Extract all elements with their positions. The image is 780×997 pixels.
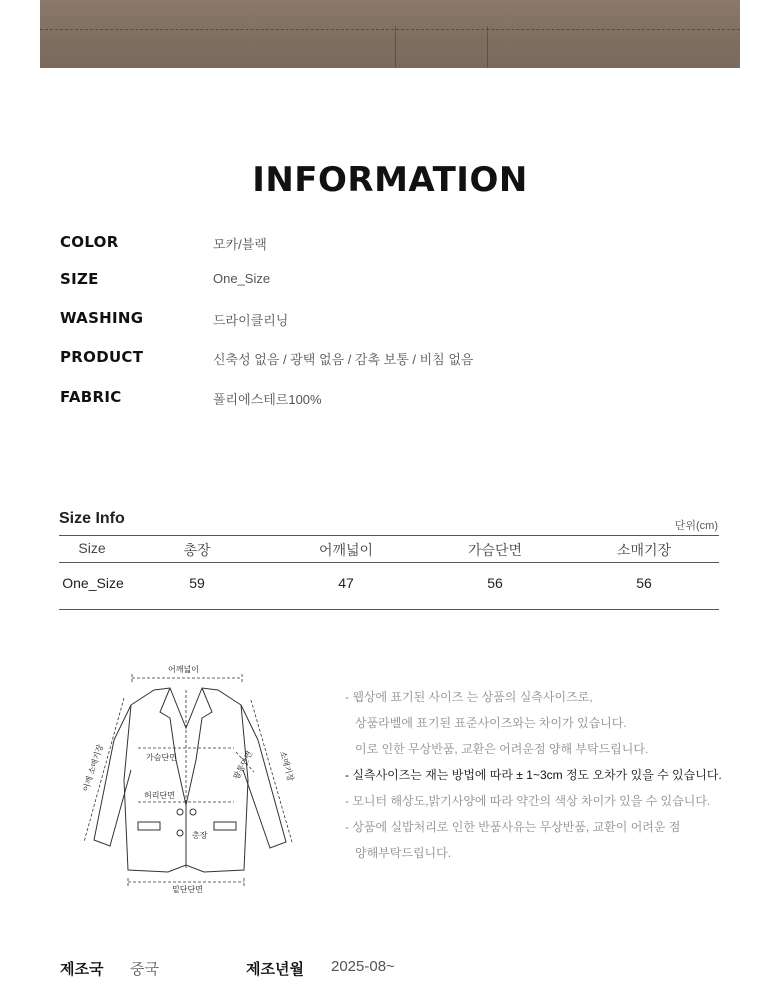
spec-value: 드라이클리닝 xyxy=(213,313,289,328)
manufacture-date xyxy=(246,958,304,979)
note-line: - 모니터 해상도,밝기사양에 따라 약간의 색상 차이가 있을 수 있습니다. xyxy=(345,794,711,808)
country-value-wrap xyxy=(130,958,159,979)
table-rule xyxy=(59,562,719,563)
spec-row-washing xyxy=(60,309,720,331)
column-header-sleeve: 소매기장 xyxy=(616,542,672,558)
table-cell-chest: 56 xyxy=(487,575,503,591)
note-line-emphasis: - 실측사이즈는 재는 방법에 따라 ± 1~3cm 정도 오차가 있을 수 있습니다. xyxy=(345,768,722,782)
note-line: - 웹상에 표기된 사이즈 는 상품의 실측사이즈로, xyxy=(345,690,593,704)
table-cell-shoulder: 47 xyxy=(338,575,354,591)
spec-label: COLOR xyxy=(60,233,119,251)
label-shoulder-sleeve: 어깨 소매기장 xyxy=(81,743,106,793)
date-label: 제조년월 xyxy=(246,961,304,978)
spec-label: FABRIC xyxy=(60,388,122,406)
label-hem: 밑단단면 xyxy=(172,885,203,894)
label-waist: 허리단면 xyxy=(144,791,175,800)
hem-stitching xyxy=(40,22,740,30)
vent-fold xyxy=(395,26,396,68)
label-shoulder-width: 어깨넓이 xyxy=(168,665,199,674)
table-rule xyxy=(59,609,719,610)
note-line: 이로 인한 무상반품, 교환은 어려운점 양해 부탁드립니다. xyxy=(355,742,649,756)
column-header-chest: 가슴단면 xyxy=(467,542,523,558)
label-sleeve-width: 팔통단면 xyxy=(231,749,255,781)
spec-value: 모카/블랙 xyxy=(213,237,267,252)
note-line: 상품라벨에 표기된 표준사이즈와는 차이가 있습니다. xyxy=(355,716,627,730)
spec-label: PRODUCT xyxy=(60,348,144,366)
vent-fold xyxy=(487,26,488,68)
spec-value: 신축성 없음 / 광택 없음 / 감촉 보통 / 비침 없음 xyxy=(213,352,474,367)
label-sleeve-length: 소매기장 xyxy=(278,750,296,783)
column-header-shoulder: 어깨넓이 xyxy=(318,542,374,558)
spec-row-product xyxy=(60,348,720,370)
column-header-size: Size xyxy=(78,540,106,556)
information-title: INFORMATION xyxy=(252,160,528,200)
jacket-measurement-diagram xyxy=(76,660,336,900)
spec-value: One_Size xyxy=(213,271,271,286)
unit-note: 단위(cm) xyxy=(674,520,718,532)
table-cell-sleeve: 56 xyxy=(636,575,652,591)
label-length: 총장 xyxy=(192,831,208,840)
spec-row-size xyxy=(60,270,720,292)
spec-row-fabric xyxy=(60,388,720,410)
spec-row-color xyxy=(60,233,720,255)
note-line: - 상품에 실밥처리로 인한 반품사유는 무상반품, 교환이 어려운 점 xyxy=(345,820,681,834)
country-label: 제조국 xyxy=(60,961,104,978)
spec-label: SIZE xyxy=(60,270,99,288)
size-info-title: Size Info xyxy=(59,510,125,527)
table-cell-length: 59 xyxy=(189,575,205,591)
label-chest: 가슴단면 xyxy=(146,753,177,762)
country-of-origin xyxy=(60,958,103,979)
table-cell-size: One_Size xyxy=(62,575,124,591)
country-value: 중국 xyxy=(130,961,159,978)
table-rule xyxy=(59,535,719,536)
spec-value: 폴리에스테르100% xyxy=(213,392,322,407)
column-header-length: 총장 xyxy=(183,542,211,558)
measurement-notes xyxy=(345,684,745,866)
date-value: 2025-08~ xyxy=(331,958,395,975)
note-line: 양해부탁드립니다. xyxy=(355,846,452,860)
product-photo-strip xyxy=(40,0,740,68)
spec-label: WASHING xyxy=(60,309,144,327)
manufacture-date-value-wrap xyxy=(331,958,395,975)
